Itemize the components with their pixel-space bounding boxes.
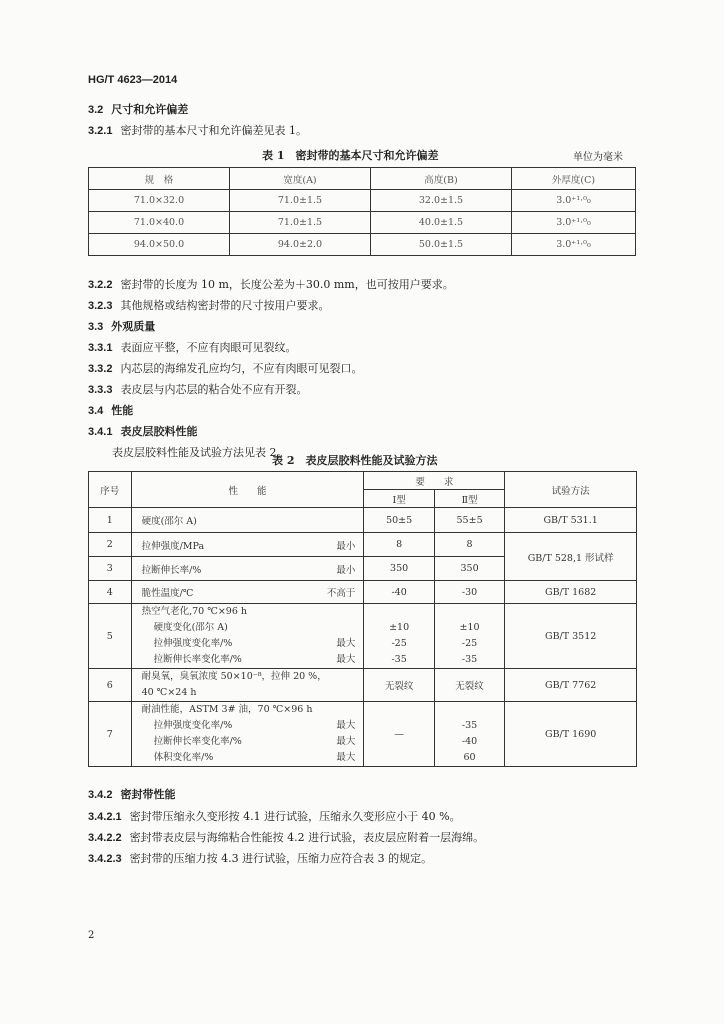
cell: 3.0⁺¹·⁰₀ bbox=[512, 234, 636, 256]
table1 bbox=[88, 167, 636, 256]
table-row bbox=[89, 190, 636, 212]
table-header-row bbox=[89, 168, 636, 190]
table-row bbox=[89, 212, 636, 234]
cell: 热空气老化,70 ℃×96 h 硬度变化(邵尔 A) 拉伸强度变化率/% 最大 拉断伸长率变化率/% 最大 bbox=[131, 604, 364, 669]
cell: 5 bbox=[89, 604, 132, 669]
cell: ±10 -25 -35 bbox=[364, 604, 434, 669]
clause-3-4-2-2: 3.4.2.2 密封带表皮层与海绵粘合性能按 4.2 进行试验，表皮层应附着一层海绵。 bbox=[88, 831, 485, 844]
cell: 7 bbox=[89, 702, 132, 767]
table-header-row bbox=[89, 472, 637, 490]
cell: 50.0±1.5 bbox=[371, 234, 512, 256]
cell: 8 bbox=[364, 533, 434, 557]
col-method: 试验方法 bbox=[505, 472, 637, 508]
cell: 350 bbox=[434, 557, 504, 581]
section-3-2: 3.2 尺寸和允许偏差 bbox=[88, 103, 189, 116]
section-3-4: 3.4 性能 bbox=[88, 404, 134, 417]
clause-3-2-3: 3.2.3 其他规格或结构密封带的尺寸按用户要求。 bbox=[88, 299, 330, 312]
cell: 71.0×32.0 bbox=[89, 190, 230, 212]
col-no: 序号 bbox=[89, 472, 132, 508]
cell: -30 bbox=[434, 581, 504, 604]
table-row bbox=[89, 581, 637, 604]
cell: 6 bbox=[89, 669, 132, 702]
cell: 71.0±1.5 bbox=[230, 212, 371, 234]
cell: 2 bbox=[89, 533, 132, 557]
cell: 耐臭氧，臭氧浓度 50×10⁻⁸，拉伸 20 %， 40 ℃×24 h bbox=[131, 669, 364, 702]
col-requirement: 要 求 bbox=[364, 472, 505, 490]
clause-3-4-2: 3.4.2 密封带性能 bbox=[88, 788, 176, 801]
page-number: 2 bbox=[88, 930, 95, 941]
cell: 脆性温度/℃ 不高于 bbox=[131, 581, 364, 604]
cell: 94.0±2.0 bbox=[230, 234, 371, 256]
standard-number: HG/T 4623—2014 bbox=[88, 74, 178, 86]
cell: 55±5 bbox=[434, 508, 504, 533]
clause-3-2-1: 3.2.1 密封带的基本尺寸和允许偏差见表 1。 bbox=[88, 124, 307, 137]
clause-3-4-1: 3.4.1 表皮层胶料性能 bbox=[88, 425, 198, 438]
cell: ±10 -25 -35 bbox=[434, 604, 504, 669]
section-3-3: 3.3 外观质量 bbox=[88, 320, 156, 333]
clause-3-4-2-1: 3.4.2.1 密封带压缩永久变形按 4.1 进行试验，压缩永久变形应小于 40 %。 bbox=[88, 810, 461, 823]
cell: 4 bbox=[89, 581, 132, 604]
col-type1: Ⅰ型 bbox=[364, 490, 434, 508]
table2 bbox=[88, 471, 637, 767]
cell: -40 bbox=[364, 581, 434, 604]
cell: 71.0×40.0 bbox=[89, 212, 230, 234]
cell: -35 -40 60 bbox=[434, 702, 504, 767]
cell: 50±5 bbox=[364, 508, 434, 533]
table-row bbox=[89, 604, 637, 669]
table1-caption: 表 1 密封带的基本尺寸和允许偏差 bbox=[262, 149, 439, 162]
col-thickness: 外厚度(C) bbox=[512, 168, 636, 190]
cell: 40.0±1.5 bbox=[371, 212, 512, 234]
cell: GB/T 3512 bbox=[505, 604, 637, 669]
cell: GB/T 528,1 形试样 bbox=[505, 533, 637, 581]
table-row bbox=[89, 234, 636, 256]
cell: GB/T 1682 bbox=[505, 581, 637, 604]
cell: 1 bbox=[89, 508, 132, 533]
cell: 3.0⁺¹·⁰₀ bbox=[512, 212, 636, 234]
cell: GB/T 531.1 bbox=[505, 508, 637, 533]
table-row bbox=[89, 702, 637, 767]
col-type2: Ⅱ型 bbox=[434, 490, 504, 508]
cell: 无裂纹 bbox=[434, 669, 504, 702]
cell: 3 bbox=[89, 557, 132, 581]
cell: GB/T 7762 bbox=[505, 669, 637, 702]
table-row bbox=[89, 508, 637, 533]
clause-3-2-2: 3.2.2 密封带的长度为 10 m，长度公差为＋30.0 mm，也可按用户要求。 bbox=[88, 278, 454, 291]
clause-3-3-1: 3.3.1 表面应平整，不应有肉眼可见裂纹。 bbox=[88, 341, 297, 354]
cell: — bbox=[364, 702, 434, 767]
col-property: 性 能 bbox=[131, 472, 364, 508]
cell: GB/T 1690 bbox=[505, 702, 637, 767]
table1-unit: 单位为毫米 bbox=[573, 152, 623, 163]
clause-3-3-3: 3.3.3 表皮层与内芯层的粘合处不应有开裂。 bbox=[88, 383, 308, 396]
col-width: 宽度(A) bbox=[230, 168, 371, 190]
cell: 无裂纹 bbox=[364, 669, 434, 702]
cell: 拉伸强度/MPa 最小 bbox=[131, 533, 364, 557]
clause-3-3-2: 3.3.2 内芯层的海绵发孔应均匀，不应有肉眼可见裂口。 bbox=[88, 362, 363, 375]
table-row bbox=[89, 669, 637, 702]
clause-3-4-1-text: 表皮层胶料性能及试验方法见表 2。 bbox=[112, 446, 288, 459]
cell: 8 bbox=[434, 533, 504, 557]
cell: 350 bbox=[364, 557, 434, 581]
table-row bbox=[89, 533, 637, 557]
col-spec: 规 格 bbox=[89, 168, 230, 190]
cell: 拉断伸长率/% 最小 bbox=[131, 557, 364, 581]
cell: 32.0±1.5 bbox=[371, 190, 512, 212]
cell: 3.0⁺¹·⁰₀ bbox=[512, 190, 636, 212]
col-height: 高度(B) bbox=[371, 168, 512, 190]
clause-3-4-2-3: 3.4.2.3 密封带的压缩力按 4.3 进行试验，压缩力应符合表 3 的规定。 bbox=[88, 852, 433, 865]
cell: 硬度(邵尔 A) bbox=[131, 508, 364, 533]
cell: 耐油性能，ASTM 3# 油，70 ℃×96 h 拉伸强度变化率/% 最大 拉断伸长率变化率/% 最大 体积变化率/% 最大 bbox=[131, 702, 364, 767]
cell: 94.0×50.0 bbox=[89, 234, 230, 256]
table2-caption: 表 2 表皮层胶料性能及试验方法 bbox=[272, 454, 438, 467]
cell: 71.0±1.5 bbox=[230, 190, 371, 212]
